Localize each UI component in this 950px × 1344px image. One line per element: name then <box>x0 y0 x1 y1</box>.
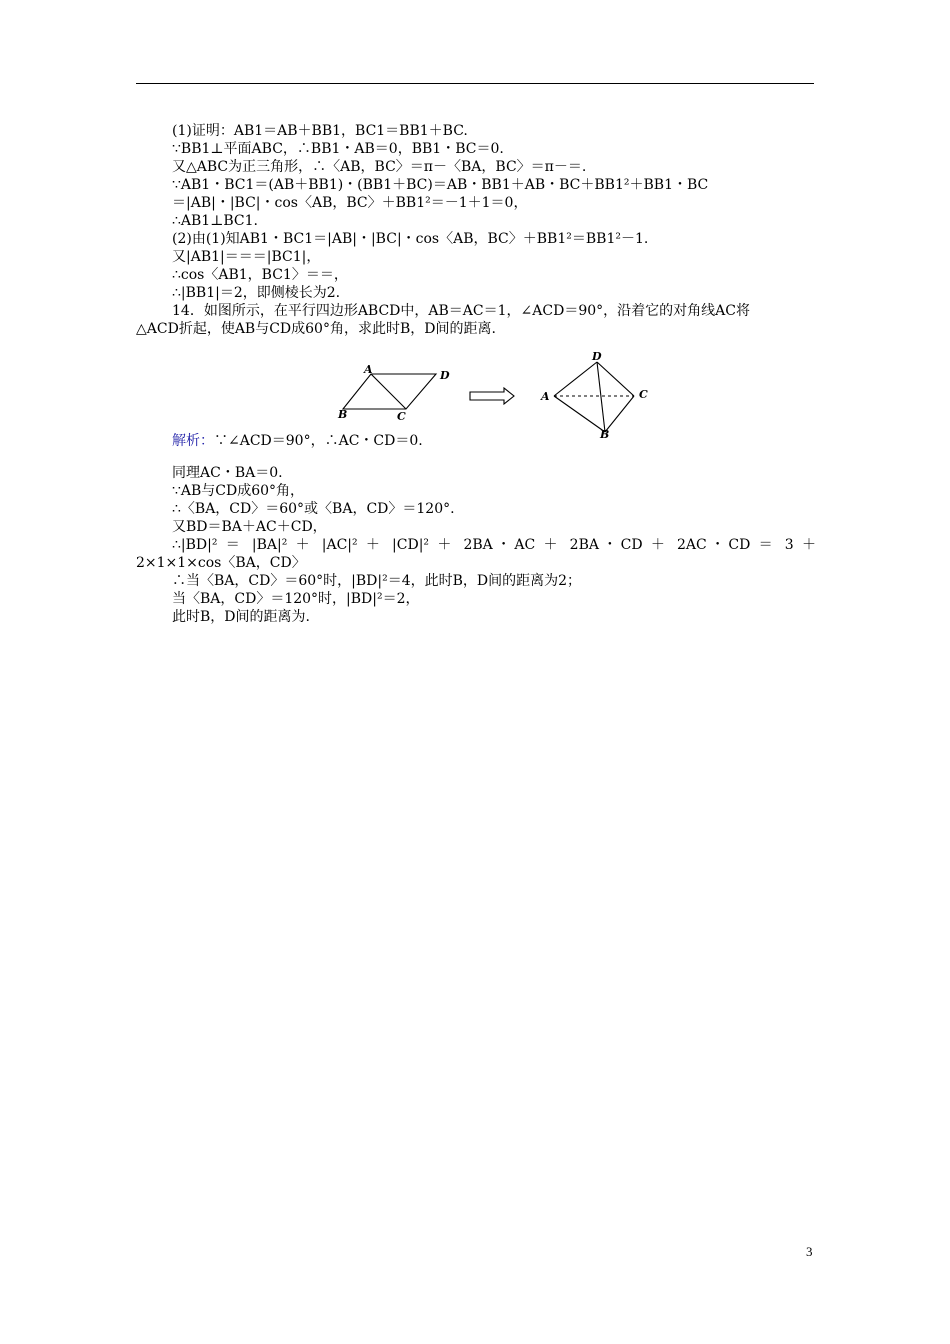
spacer <box>136 450 816 464</box>
fold-figure <box>136 348 816 438</box>
text-line: ∵AB1・BC1＝(AB＋BB1)・(BB1＋BC)＝AB・BB1＋AB・BC＋BB1²＋BB1・BC <box>172 177 709 193</box>
arrow-icon <box>470 388 514 404</box>
text-line: 又△ABC为正三角形，∴〈AB，BC〉＝π－〈BA，BC〉＝π－＝. <box>172 159 587 175</box>
label-d-left: D <box>440 369 450 382</box>
label-c-left: C <box>397 410 406 423</box>
text-line: 2×1×1×cos〈BA，CD〉 <box>136 555 306 571</box>
text-line: 又|AB1|＝＝＝|BC1|， <box>172 249 321 265</box>
problem-14-statement: 14．如图所示，在平行四边形ABCD中，AB＝AC＝1，∠ACD＝90°，沿着它的对角线AC将 <box>172 303 750 319</box>
text-line: ∴cos〈AB1，BC1〉＝＝， <box>172 267 348 283</box>
text-line: ∴当〈BA，CD〉＝60°时，|BD|²＝4，此时B，D间的距离为2； <box>172 573 582 589</box>
label-b-right: B <box>600 428 610 438</box>
text-line: ∴AB1⊥BC1. <box>172 213 258 229</box>
solution-label: 解析： <box>172 433 214 449</box>
problem-14-statement-cont: △ACD折起，使AB与CD成60°角，求此时B，D间的距离. <box>136 321 496 337</box>
text-line: ＝|AB|・|BC|・cos〈AB，BC〉＋BB1²＝－1＋1＝0， <box>172 195 528 211</box>
document-body <box>136 122 816 626</box>
solution-first-text: ∵∠ACD＝90°，∴AC・CD＝0. <box>214 433 423 449</box>
text-line: ∴|BB1|＝2，即侧棱长为2. <box>172 285 341 301</box>
label-a-right: A <box>541 390 550 403</box>
text-line: (1)证明：AB1＝AB＋BB1，BC1＝BB1＋BC. <box>172 123 468 139</box>
fold-diagram <box>136 348 816 438</box>
page-number: 3 <box>806 1244 813 1259</box>
label-d-right: D <box>592 350 602 363</box>
text-line: ∵BB1⊥平面ABC，∴BB1・AB＝0，BB1・BC＝0. <box>172 141 504 157</box>
text-line-justified: ∴|BD|² ＝ |BA|² ＋ |AC|² ＋ |CD|² ＋ 2BA・AC ＋ 2BA・CD ＋ 2AC・CD ＝ 3 ＋ <box>172 537 816 553</box>
label-b-left: B <box>338 408 348 421</box>
text-line: ∴〈BA，CD〉＝60°或〈BA，CD〉＝120°. <box>172 501 455 517</box>
text-line: ∵AB与CD成60°角， <box>172 483 305 499</box>
text-line: (2)由(1)知AB1・BC1＝|AB|・|BC|・cos〈AB，BC〉＋BB1²＝BB1²－1. <box>172 231 649 247</box>
text-line: 又BD＝BA＋AC＋CD， <box>172 519 327 535</box>
text-line: 此时B，D间的距离为. <box>172 609 310 625</box>
text-line: 同理AC・BA＝0. <box>172 465 283 481</box>
header-rule <box>136 83 814 84</box>
text-line: 当〈BA，CD〉＝120°时，|BD|²＝2， <box>172 591 420 607</box>
label-c-right: C <box>639 388 648 401</box>
label-a-left: A <box>364 363 373 376</box>
parallelogram-abcd <box>343 374 436 409</box>
tetrahedron-abcd <box>554 362 634 432</box>
